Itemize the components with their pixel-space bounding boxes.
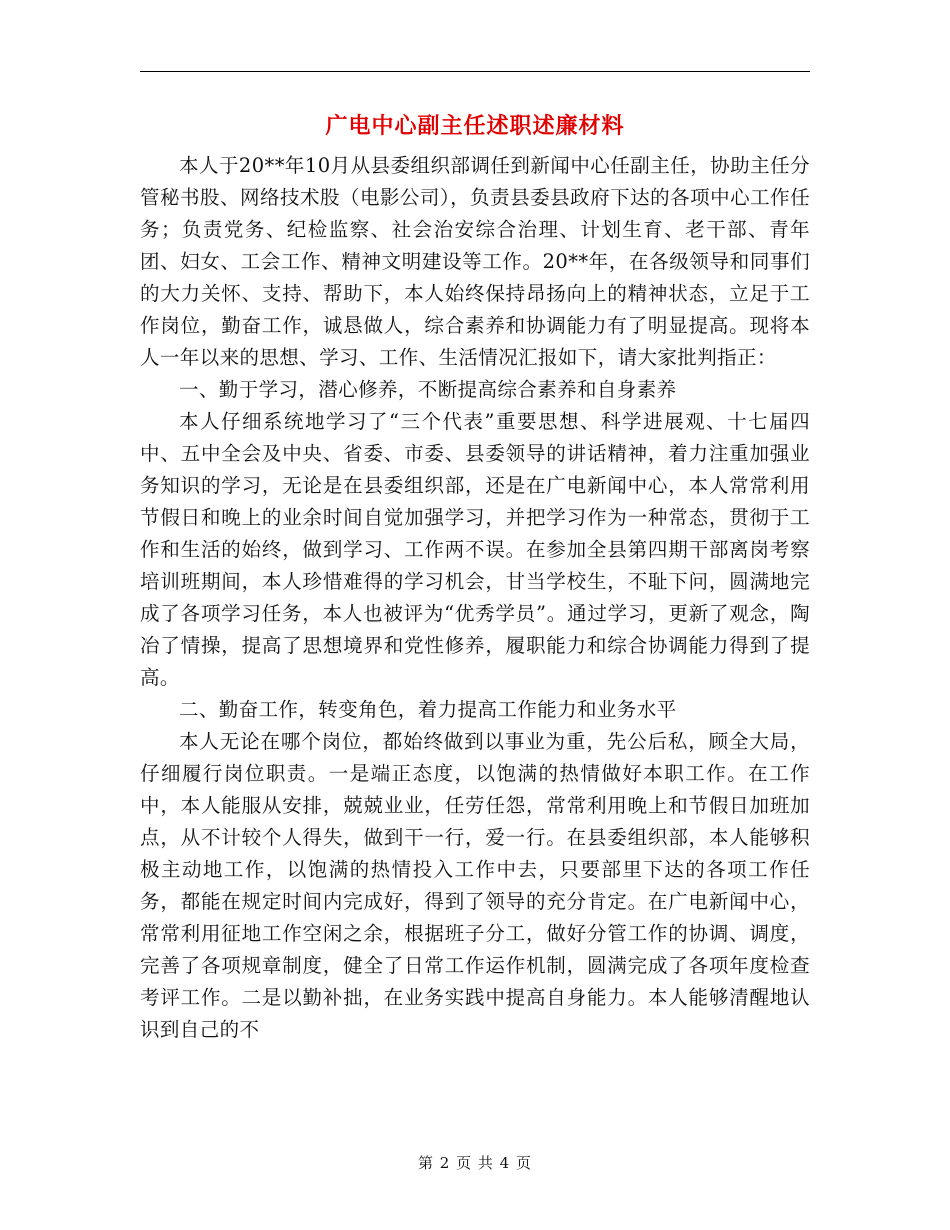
paragraph-study: 本人仔细系统地学习了“三个代表”重要思想、科学进展观、十七届四中、五中全会及中央、省委、市委、县委领导的讲话精神，着力注重加强业务知识的学习，无论是在县委组织部，还是在广电新闻中心，本人常常利用节假日和晚上的业余时间自觉加强学习，并把学习作为一种常态，贯彻于工作和生活的始终，做到学习、工作两不误。在参加全县第四期干部离岗考察培训班期间，本人珍惜难得的学习机会，甘当学校生，不耻下问，圆满地完成了各项学习任务，本人也被评为“优秀学员”。通过学习，更新了观念，陶冶了情操，提高了思想境界和党性修养，履职能力和综合协调能力得到了提高。 (140, 410, 810, 689)
paragraph-intro: 本人于20**年10月从县委组织部调任到新闻中心任副主任，协助主任分管秘书股、网络技术股（电影公司），负责县委县政府下达的各项中心工作任务；负责党务、纪检监察、社会治安综合治理、计划生育、老干部、青年团、妇女、工会工作、精神文明建设等工作。20**年，在各级领导和同事们的大力关怀、支持、帮助下，本人始终保持昂扬向上的精神状态，立足于工作岗位，勤奋工作，诚恳做人，综合素养和协调能力有了明显提高。现将本人一年以来的思想、学习、工作、生活情况汇报如下，请大家批判指正： (140, 154, 810, 369)
page-number-footer: 第 2 页 共 4 页 (418, 1154, 532, 1172)
header-rule (140, 71, 810, 72)
section-heading-1: 一、勤于学习，潜心修养，不断提高综合素养和自身素养 (179, 378, 677, 401)
document-body (140, 150, 810, 1046)
section-heading-2: 二、勤奋工作，转变角色，着力提高工作能力和业务水平 (179, 698, 677, 721)
document-title: 广电中心副主任述职述廉材料 (325, 113, 625, 139)
paragraph-work: 本人无论在哪个岗位，都始终做到以事业为重，先公后私，顾全大局，仔细履行岗位职责。一是端正态度，以饱满的热情做好本职工作。在工作中，本人能服从安排，兢兢业业，任劳任怨，常常利用晚上和节假日加班加点，从不计较个人得失，做到干一行，爱一行。在县委组织部，本人能够积极主动地工作，以饱满的热情投入工作中去，只要部里下达的各项工作任务，都能在规定时间内完成好，得到了领导的充分肯定。在广电新闻中心，常常利用征地工作空闲之余，根据班子分工，做好分管工作的协调、调度，完善了各项规章制度，健全了日常工作运作机制，圆满完成了各项年度检查考评工作。二是以勤补拙，在业务实践中提高自身能力。本人能够清醒地认识到自己的不 (140, 730, 810, 1041)
